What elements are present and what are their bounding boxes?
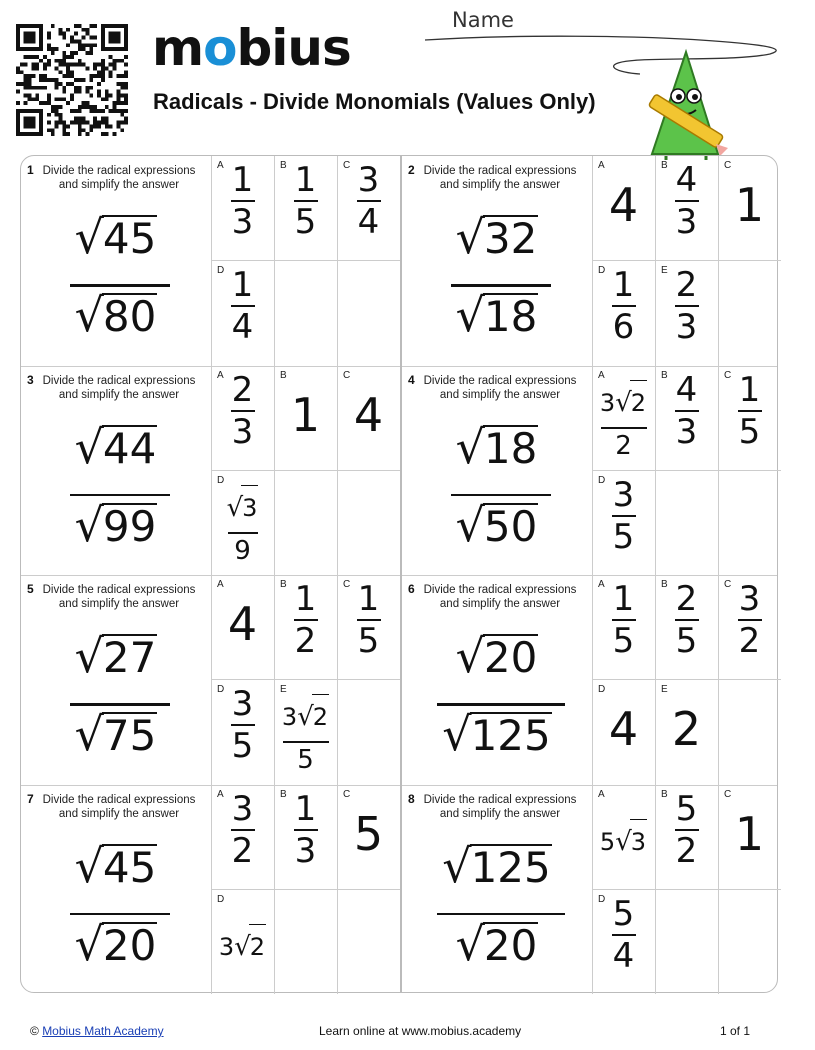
problem-instruction: Divide the radical expressions and simplify the answer — [42, 165, 196, 191]
choice-label: C — [343, 369, 351, 381]
radical-denominator: √18 — [455, 288, 538, 342]
answer-choice-e[interactable]: E 3√2 5 — [280, 684, 329, 775]
fraction-bar — [451, 494, 551, 497]
fraction-bar — [437, 913, 565, 916]
problem-instruction: Divide the radical expressions and simplify the answer — [42, 584, 196, 610]
name-label: Name — [452, 8, 514, 32]
choice-label: A — [217, 369, 224, 381]
answer-choice-c[interactable]: C 3 2 — [724, 579, 761, 661]
choice-label: D — [217, 474, 225, 486]
problem-number: 4 — [408, 372, 415, 387]
footer-copyright: © Mobius Math Academy — [30, 1024, 164, 1038]
answer-choice-d[interactable]: D √3 9 — [217, 474, 258, 566]
answer-choice-a[interactable]: A 2 3 — [217, 369, 254, 452]
fraction-bar — [70, 284, 170, 287]
answer-choice-a[interactable]: A 4 — [217, 579, 258, 651]
answer-choice-d[interactable]: D 1 6 — [598, 265, 635, 347]
choice-label: C — [724, 579, 732, 590]
radical-numerator: √45 — [74, 838, 157, 893]
choice-label: C — [724, 160, 732, 171]
answer-choice-c[interactable]: C 3 4 — [343, 160, 380, 242]
answer-choice-b[interactable]: B 1 5 — [280, 160, 317, 242]
fraction-bar — [437, 703, 565, 706]
answer-choice-a[interactable]: A 4 — [598, 160, 639, 232]
choice-label: E — [280, 684, 287, 695]
answer-choice-e[interactable]: E 2 3 — [661, 265, 698, 347]
fraction-bar — [70, 703, 170, 706]
radical-denominator: √99 — [74, 497, 157, 552]
answer-choice-b[interactable]: B 1 3 — [280, 788, 317, 871]
choice-label: D — [217, 893, 225, 905]
fraction-bar — [70, 494, 170, 497]
choice-label: D — [217, 265, 225, 276]
choice-label: B — [280, 160, 287, 171]
answer-choice-b[interactable]: B 1 2 — [280, 579, 317, 661]
radical-denominator: √20 — [74, 916, 157, 971]
problem-4 — [402, 366, 781, 576]
answer-choice-e[interactable]: E 2 — [661, 684, 702, 756]
radical-numerator: √125 — [442, 838, 551, 893]
fraction-bar — [70, 913, 170, 916]
problem-instruction: Divide the radical expressions and simplify the answer — [42, 374, 196, 401]
answer-choice-d[interactable]: D 3 5 — [598, 474, 635, 557]
answer-choice-b[interactable]: B 4 3 — [661, 369, 698, 452]
problem-7 — [21, 785, 400, 995]
radical-numerator: √45 — [74, 210, 157, 264]
radical-numerator: √20 — [455, 629, 538, 683]
answer-choice-c[interactable]: C 1 5 — [343, 579, 380, 661]
answer-choice-c[interactable]: C 1 5 — [724, 369, 761, 452]
choice-label: C — [343, 579, 351, 590]
problem-instruction: Divide the radical expressions and simplify the answer — [423, 584, 577, 610]
radical-denominator: √125 — [442, 707, 551, 761]
answer-choice-a[interactable]: A 5√3 — [592, 785, 655, 889]
radical-numerator: √27 — [74, 629, 157, 683]
answer-choice-c[interactable]: C 1 — [724, 788, 765, 861]
answer-choice-a[interactable]: A 3√2 2 — [598, 369, 647, 461]
answer-choice-d[interactable]: D 3√2 — [211, 890, 274, 994]
choice-label: D — [598, 474, 606, 486]
choice-label: A — [217, 160, 224, 171]
answer-choice-b[interactable]: B 2 5 — [661, 579, 698, 661]
problem-number: 6 — [408, 582, 415, 596]
radical-numerator: √32 — [455, 210, 538, 264]
problem-number: 8 — [408, 791, 415, 806]
choice-label: B — [280, 788, 287, 800]
problem-number: 5 — [27, 582, 34, 596]
radical-denominator: √50 — [455, 497, 538, 552]
choice-label: C — [343, 160, 351, 171]
choice-label: A — [217, 579, 224, 590]
choice-label: B — [661, 579, 668, 590]
choice-label: A — [598, 369, 605, 381]
choice-label: C — [724, 788, 732, 800]
problem-number: 2 — [408, 163, 415, 177]
problem-3 — [21, 366, 400, 576]
problem-number: 1 — [27, 163, 34, 177]
choice-label: B — [661, 160, 668, 171]
radical-denominator: √75 — [74, 707, 157, 761]
qr-code-icon — [16, 24, 128, 136]
answer-choice-a[interactable]: A 1 5 — [598, 579, 635, 661]
problem-instruction: Divide the radical expressions and simplify the answer — [423, 165, 577, 191]
footer-link[interactable]: Mobius Math Academy — [42, 1024, 164, 1038]
choice-label: B — [280, 369, 287, 381]
radical-numerator: √44 — [74, 419, 157, 474]
problem-number: 3 — [27, 372, 34, 387]
problem-instruction: Divide the radical expressions and simplify the answer — [423, 374, 577, 401]
answer-choice-b[interactable]: B 4 3 — [661, 160, 698, 242]
page-title: Radicals - Divide Monomials (Values Only) — [153, 89, 596, 114]
choice-label: E — [661, 684, 668, 695]
answer-choice-a[interactable]: A 1 3 — [217, 160, 254, 242]
choice-label: C — [343, 788, 351, 800]
answer-choice-c[interactable]: C 4 — [343, 369, 384, 442]
choice-label: D — [598, 893, 606, 905]
radical-numerator: √18 — [455, 419, 538, 474]
problem-instruction: Divide the radical expressions and simplify the answer — [423, 793, 577, 820]
radical-denominator: √80 — [74, 288, 157, 342]
choice-label: C — [724, 369, 732, 381]
answer-choice-c[interactable]: C 5 — [343, 788, 384, 861]
choice-label: D — [598, 265, 606, 276]
footer-center: Learn online at www.mobius.academy — [319, 1024, 522, 1038]
problem-number: 7 — [27, 791, 34, 806]
answer-choice-c[interactable]: C 1 — [724, 160, 765, 232]
choice-label: A — [598, 788, 605, 800]
answer-choice-b[interactable]: B 5 2 — [661, 788, 698, 871]
problem-2 — [402, 156, 781, 366]
choice-label: B — [661, 369, 668, 381]
problem-5 — [21, 575, 400, 785]
footer-page: 1 of 1 — [720, 1024, 751, 1038]
choice-label: E — [661, 265, 668, 276]
problem-6 — [402, 575, 781, 785]
problem-8 — [402, 785, 781, 995]
answer-choice-d[interactable]: D 4 — [598, 684, 639, 756]
choice-label: A — [217, 788, 224, 800]
choice-label: A — [598, 160, 605, 171]
pencil-mascot-icon — [606, 44, 756, 160]
choice-label: B — [661, 788, 668, 800]
mobius-logo: mobius — [152, 19, 351, 77]
choice-label: D — [217, 684, 225, 695]
problem-grid — [20, 155, 778, 993]
answer-choice-d[interactable]: D 3 5 — [217, 684, 254, 766]
answer-choice-b[interactable]: B 1 — [280, 369, 321, 442]
problem-instruction: Divide the radical expressions and simplify the answer — [42, 793, 196, 820]
choice-label: A — [598, 579, 605, 590]
choice-label: D — [598, 684, 606, 695]
answer-choice-a[interactable]: A 3 2 — [217, 788, 254, 871]
fraction-bar — [451, 284, 551, 287]
problem-1 — [21, 156, 400, 366]
answer-choice-d[interactable]: D 5 4 — [598, 893, 635, 976]
radical-denominator: √20 — [455, 916, 538, 971]
answer-choice-d[interactable]: D 1 4 — [217, 265, 254, 347]
choice-label: B — [280, 579, 287, 590]
